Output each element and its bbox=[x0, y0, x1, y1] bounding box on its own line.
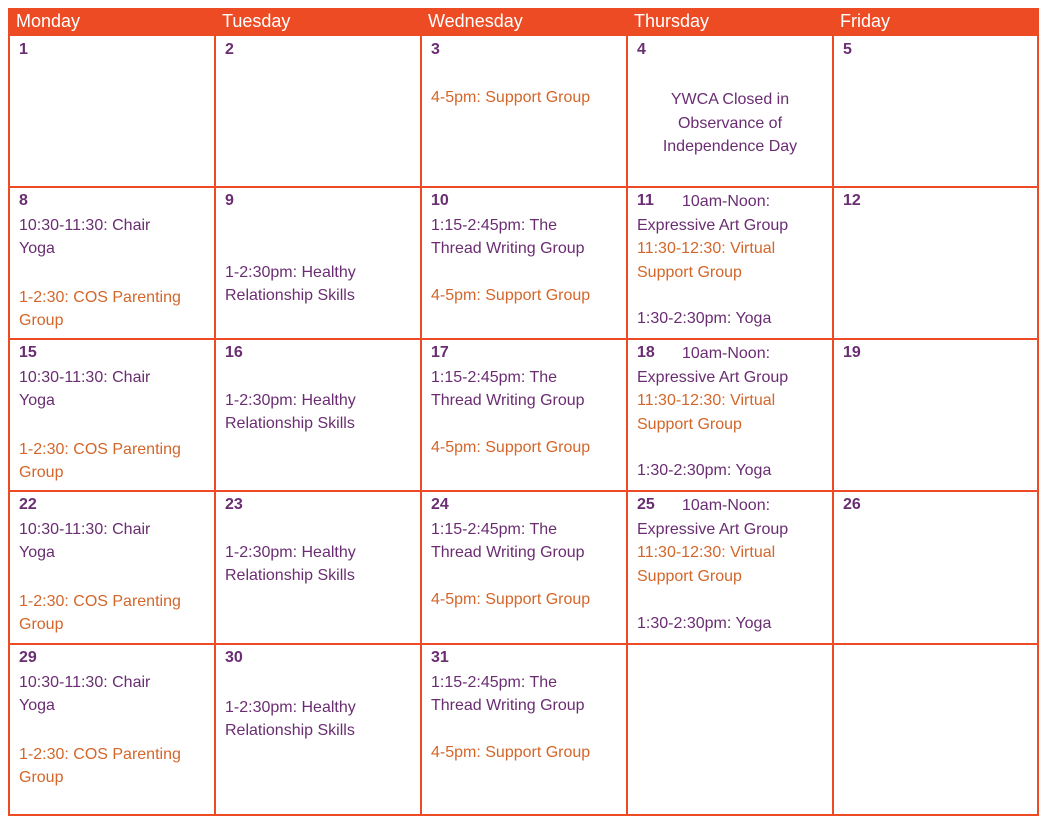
day-number: 12 bbox=[843, 192, 861, 209]
event-cos-parenting: 1-2:30: COS Parenting bbox=[19, 746, 181, 763]
day-number: 2 bbox=[225, 41, 234, 58]
event-healthy-relationship: 1-2:30pm: Healthy bbox=[225, 264, 356, 281]
event-chair-yoga: 10:30-11:30: Chair bbox=[19, 521, 151, 538]
event-healthy-relationship: 1-2:30pm: Healthy bbox=[225, 699, 356, 716]
day-number: 1 bbox=[19, 41, 28, 58]
event-healthy-relationship: Relationship Skills bbox=[225, 287, 355, 304]
event-healthy-relationship: 1-2:30pm: Healthy bbox=[225, 392, 356, 409]
event-expressive-art: 10am-Noon: bbox=[682, 193, 771, 210]
event-support-group: 4-5pm: Support Group bbox=[431, 439, 591, 456]
day-cell[interactable] bbox=[834, 645, 1039, 814]
day-number: 22 bbox=[19, 496, 37, 513]
event-cos-parenting: 1-2:30: COS Parenting bbox=[19, 441, 181, 458]
event-chair-yoga: Yoga bbox=[19, 392, 55, 409]
closure-line: YWCA Closed in bbox=[670, 91, 790, 108]
header-thursday: Thursday bbox=[634, 11, 710, 31]
event-chair-yoga: 10:30-11:30: Chair bbox=[19, 369, 151, 386]
event-support-group: 4-5pm: Support Group bbox=[431, 287, 591, 304]
event-cos-parenting: Group bbox=[19, 616, 64, 633]
closure-notice bbox=[630, 88, 830, 159]
day-cell[interactable] bbox=[216, 340, 422, 492]
event-thread-writing: 1:15-2:45pm: The bbox=[431, 521, 558, 538]
day-number: 31 bbox=[431, 649, 449, 666]
day-cell[interactable] bbox=[628, 340, 834, 492]
day-cell[interactable] bbox=[422, 492, 628, 645]
day-cell[interactable] bbox=[628, 492, 834, 645]
day-number: 9 bbox=[225, 192, 234, 209]
day-number: 19 bbox=[843, 344, 861, 361]
event-expressive-art: Expressive Art Group bbox=[637, 217, 789, 234]
event-thread-writing: Thread Writing Group bbox=[431, 697, 585, 714]
day-cell[interactable] bbox=[834, 36, 1039, 188]
calendar-header-row bbox=[8, 8, 1039, 34]
event-thread-writing: Thread Writing Group bbox=[431, 544, 585, 561]
day-cell[interactable] bbox=[10, 340, 216, 492]
header-friday: Friday bbox=[840, 11, 891, 31]
day-number: 23 bbox=[225, 496, 243, 513]
day-number: 8 bbox=[19, 192, 28, 209]
closure-line: Observance of bbox=[677, 114, 783, 132]
day-cell[interactable] bbox=[834, 340, 1039, 492]
day-number: 29 bbox=[19, 649, 37, 666]
day-number: 17 bbox=[431, 344, 449, 361]
event-virtual-support: 11:30-12:30: Virtual bbox=[637, 544, 776, 561]
event-yoga: 1:30-2:30pm: Yoga bbox=[637, 310, 772, 327]
day-cell[interactable] bbox=[628, 188, 834, 340]
event-expressive-art: Expressive Art Group bbox=[637, 521, 789, 538]
event-cos-parenting: Group bbox=[19, 312, 64, 329]
event-expressive-art: Expressive Art Group bbox=[637, 369, 789, 386]
day-number: 26 bbox=[843, 496, 861, 513]
event-healthy-relationship: Relationship Skills bbox=[225, 415, 355, 432]
event-virtual-support: Support Group bbox=[637, 416, 742, 433]
event-chair-yoga: Yoga bbox=[19, 544, 55, 561]
calendar-grid bbox=[8, 34, 1039, 816]
event-expressive-art: 10am-Noon: bbox=[682, 345, 771, 362]
day-number: 4 bbox=[637, 41, 646, 58]
event-support-group: 4-5pm: Support Group bbox=[431, 744, 591, 761]
event-thread-writing: 1:15-2:45pm: The bbox=[431, 674, 558, 691]
day-number: 24 bbox=[431, 496, 449, 513]
day-cell[interactable] bbox=[422, 645, 628, 814]
closure-line: Independence Day bbox=[662, 138, 798, 155]
day-cell[interactable] bbox=[422, 340, 628, 492]
day-cell[interactable] bbox=[216, 36, 422, 188]
day-cell[interactable] bbox=[216, 492, 422, 645]
event-thread-writing: Thread Writing Group bbox=[431, 240, 585, 257]
day-number: 11 bbox=[637, 192, 654, 209]
event-support-group: 4-5pm: Support Group bbox=[431, 591, 591, 608]
calendar bbox=[8, 8, 1039, 816]
event-chair-yoga: Yoga bbox=[19, 240, 55, 257]
event-chair-yoga: Yoga bbox=[19, 697, 55, 714]
day-number: 18 bbox=[637, 344, 655, 361]
event-virtual-support: 11:30-12:30: Virtual bbox=[637, 240, 776, 257]
event-cos-parenting: 1-2:30: COS Parenting bbox=[19, 593, 181, 610]
event-thread-writing: 1:15-2:45pm: The bbox=[431, 369, 558, 386]
event-cos-parenting: Group bbox=[19, 769, 64, 786]
day-number: 5 bbox=[843, 41, 852, 58]
event-expressive-art: 10am-Noon: bbox=[682, 497, 771, 514]
day-number: 15 bbox=[19, 344, 37, 361]
day-cell[interactable] bbox=[216, 645, 422, 814]
header-monday: Monday bbox=[16, 11, 81, 31]
day-cell[interactable] bbox=[628, 36, 834, 188]
event-thread-writing: 1:15-2:45pm: The bbox=[431, 217, 558, 234]
event-virtual-support: 11:30-12:30: Virtual bbox=[637, 392, 776, 409]
day-number: 16 bbox=[225, 344, 243, 361]
event-support-group: 4-5pm: Support Group bbox=[431, 89, 591, 106]
event-yoga: 1:30-2:30pm: Yoga bbox=[637, 462, 772, 479]
day-cell[interactable] bbox=[10, 492, 216, 645]
day-cell[interactable] bbox=[10, 36, 216, 188]
day-cell[interactable] bbox=[422, 36, 628, 188]
day-number: 30 bbox=[225, 649, 243, 666]
day-cell[interactable] bbox=[10, 645, 216, 814]
event-chair-yoga: 10:30-11:30: Chair bbox=[19, 217, 151, 234]
day-number: 10 bbox=[431, 192, 449, 209]
day-cell[interactable] bbox=[422, 188, 628, 340]
event-healthy-relationship: 1-2:30pm: Healthy bbox=[225, 544, 356, 561]
event-virtual-support: Support Group bbox=[637, 264, 742, 281]
header-wednesday: Wednesday bbox=[428, 11, 523, 31]
event-chair-yoga: 10:30-11:30: Chair bbox=[19, 674, 151, 691]
day-number: 25 bbox=[637, 496, 655, 513]
day-cell[interactable] bbox=[10, 188, 216, 340]
day-cell[interactable] bbox=[834, 492, 1039, 645]
day-cell[interactable] bbox=[834, 188, 1039, 340]
day-number: 3 bbox=[431, 41, 440, 58]
event-cos-parenting: 1-2:30: COS Parenting bbox=[19, 289, 181, 306]
event-thread-writing: Thread Writing Group bbox=[431, 392, 585, 409]
event-healthy-relationship: Relationship Skills bbox=[225, 722, 355, 739]
event-healthy-relationship: Relationship Skills bbox=[225, 567, 355, 584]
event-yoga: 1:30-2:30pm: Yoga bbox=[637, 615, 772, 632]
day-cell[interactable] bbox=[216, 188, 422, 340]
event-virtual-support: Support Group bbox=[637, 568, 742, 585]
header-tuesday: Tuesday bbox=[222, 11, 291, 31]
day-cell[interactable] bbox=[628, 645, 834, 814]
event-cos-parenting: Group bbox=[19, 464, 64, 481]
